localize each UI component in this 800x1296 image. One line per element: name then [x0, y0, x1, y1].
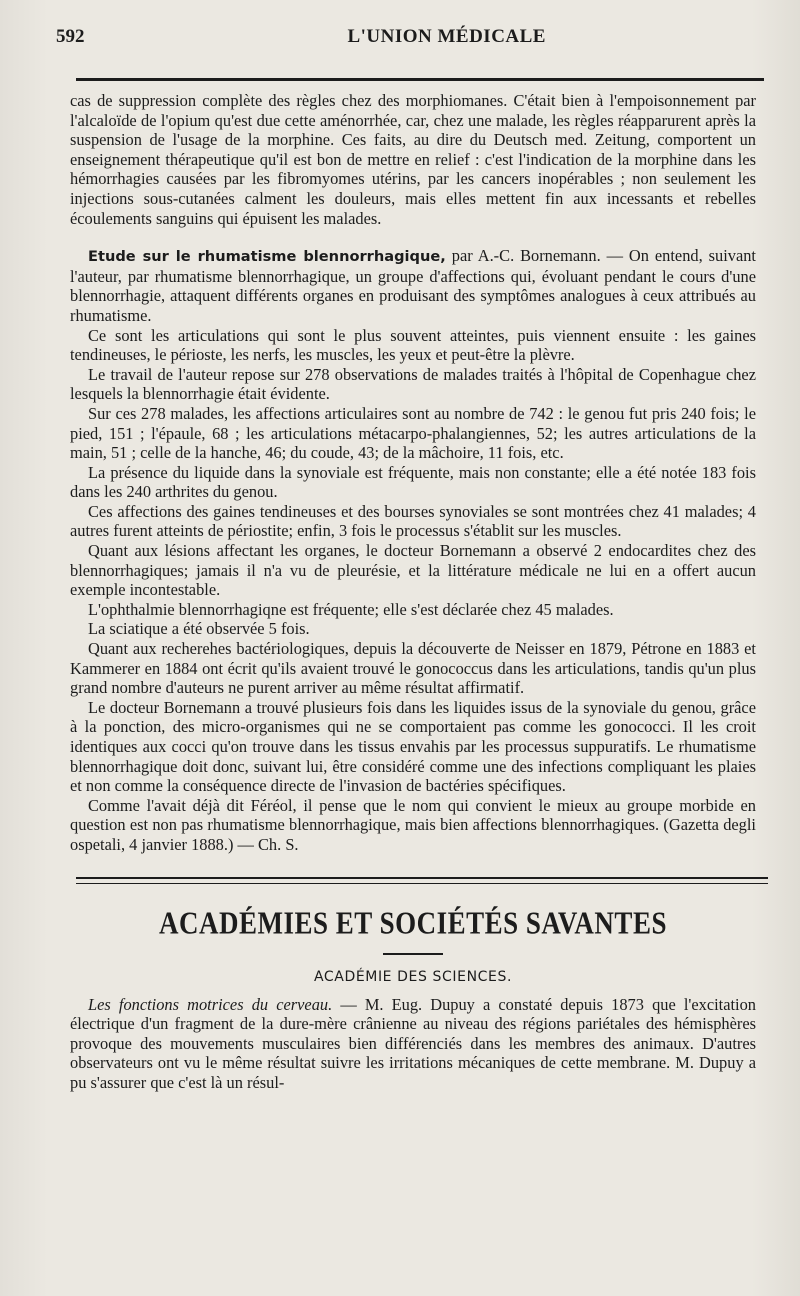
page-number: 592 — [56, 26, 85, 47]
paragraph-sciatique: La sciatique a été observée 5 fois. — [88, 619, 310, 639]
paragraph-statistics: Sur ces 278 malades, les affections articulaires sont au nombre de 742 : le genou fut pris 240 fois; le pied, 151 ; l'épaule, 68 ; les articulations métacarpo-phalangiennes, 52; les autres articulations de la main, 51 ; celle de la hanche, 46; du coude, 43; de la mâchoire, 11 fois, etc. — [70, 403, 756, 463]
academie-body — [70, 995, 756, 1093]
article-intro-text: — On entend, suivant l'auteur, par rhumatisme blennorrhagique, un groupe d'affections qui, évoluant pendant le cours d'une blennorrhagie, attaquent différents organes en produisant des symptômes analogues à ceux attribués au rhumatisme. — [70, 246, 756, 325]
title-ornament — [383, 953, 443, 955]
article-title: Etude sur le rhumatisme blennorrhagique, — [88, 248, 446, 266]
running-head — [56, 26, 756, 56]
communication-text: — M. Eug. Dupuy a constaté depuis 1873 que l'excitation électrique d'un fragment de la dure-mère crânienne au niveau des régions pariétales des hémisphères provoque des mouvements musculaires bien différenciés dans les membres des animaux. D'autres observateurs ont vu le même résultat suivre les irritations mécaniques de cette membrane. M. Dupuy a pu s'assurer que c'est là un résul- — [70, 994, 756, 1092]
paragraph-ophthalmie: L'ophthalmie blennorrhagiqne est fréquente; elle s'est déclarée chez 45 malades. — [88, 599, 614, 619]
paragraph-lesions: Quant aux lésions affectant les organes, le docteur Bornemann a observé 2 endocardites chez des blennorrhagiques; jamais il n'a vu de pleurésie, et la littérature médicale ne lui en a offert aucun exemple incontestable. — [70, 541, 756, 600]
paragraph-bornemann-intro — [70, 246, 756, 325]
paragraph-observations: Le travail de l'auteur repose sur 278 observations de malades traités à l'hôpital de Copenhague chez lesquels la blennorrhagie était évidente. — [70, 364, 756, 404]
section-title: ACADÉMIES ET SOCIÉTÉS SAVANTES — [159, 904, 667, 941]
paragraph-synoviale: La présence du liquide dans la synoviale est fréquente, mais non constante; elle a été notée 183 fois dans les 240 arthrites du genou. — [70, 462, 756, 502]
paragraph-gaines: Ces affections des gaines tendineuses et des bourses synoviales se sont montrées chez 41 malades; 4 autres furent atteints de périostite; enfin, 3 fois le processus s'établit sur les muscles. — [70, 501, 756, 541]
header-rule — [76, 78, 764, 81]
article-author: par A.-C. Bornemann. — [451, 246, 601, 266]
paragraph-articulations: Ce sont les articulations qui sont le plus souvent atteintes, puis viennent ensuite : les gaines tendineuses, le périoste, les nerfs, les muscles, les yeux et peut-être la plèvre. — [70, 325, 756, 365]
subsection-title: ACADÉMIE DES SCIENCES. — [313, 968, 513, 985]
communication-title: Les fonctions motrices du cerveau. — [88, 994, 333, 1014]
paragraph-fonctions-motrices — [70, 995, 756, 1093]
paragraph-micro-organismes: Le docteur Bornemann a trouvé plusieurs fois dans les liquides issus de la synoviale du genou, grâce à la ponction, des micro-organismes qui ne se comportaient pas comme les gonococci. Il les croit identiques aux cocci qu'on trouve dans les tissus envahis par les processus suppuratifs. Le rhumatisme blennorrhagique doit donc, suivant lui, être considéré comme une des infections compliquant les plaies et non comme la conséquence directe de l'invasion de bactéries spécifiques. — [70, 697, 756, 796]
article-body — [70, 91, 756, 855]
journal-title: L'UNION MÉDICALE — [347, 26, 546, 47]
section-divider — [76, 877, 768, 884]
paragraph-morphine: cas de suppression complète des règles chez des morphiomanes. C'était bien à l'empoisonnement par l'alcaloïde de l'opium qu'est due cette aménorrhée, car, chez une malade, les règles réapparurent après la suspension de l'usage de la morphine. Ces faits, au dire du Deutsch med. Zeitung, comportent un enseignement thérapeutique qu'il est bon de mettre en relief : c'est l'indication de la morphine dans les hémorrhagies causées par les fibromyomes utérins, par les cancers inopérables ; non seulement les injections sous-cutanées calment les douleurs, mais elles mettent fin aux incessants et rebelles écoulements sanguins qui épuisent les malades. — [70, 91, 756, 228]
paragraph-conclusion: Comme l'avait déjà dit Féréol, il pense que le nom qui convient le mieux au groupe morbide en question est non pas rhumatisme blennorrhagique, mais bien affections blennorrhagiques. (Gazetta degli ospetali, 4 janvier 1888.) — Ch. S. — [70, 795, 756, 854]
paragraph-bacteriologie: Quant aux recherehes bactériologiques, depuis la découverte de Neisser en 1879, Pétrone en 1883 et Kammerer en 1884 ont écrit qu'ils avaient trouvé le gonococcus dans les articulations, tandis qu'un plus grand nombre d'auteurs ne purent arriver au même résultat affirmatif. — [70, 639, 756, 698]
